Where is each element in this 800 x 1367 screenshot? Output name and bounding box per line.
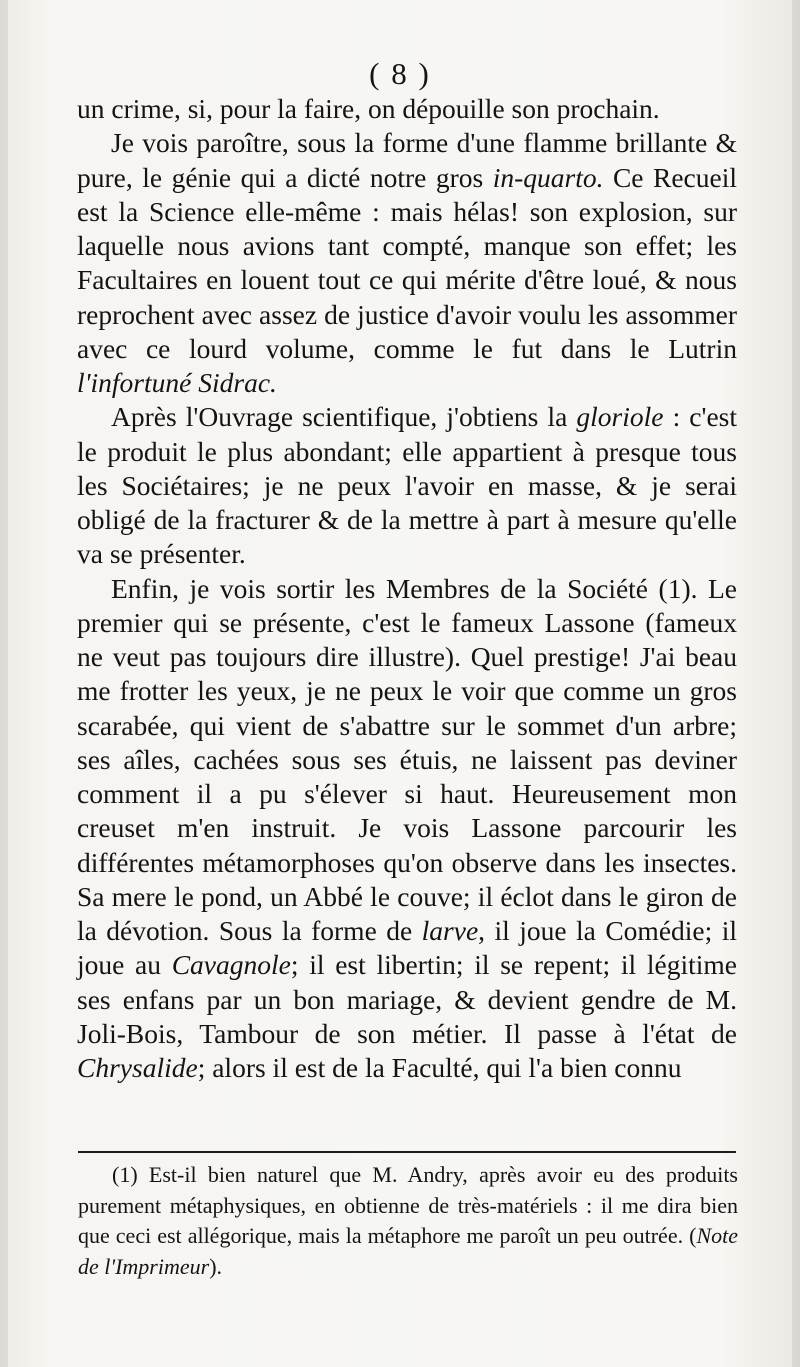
italic-text-run: Cavagnole	[171, 949, 291, 981]
page-number: ( 8 )	[369, 56, 431, 91]
footnote	[78, 1160, 738, 1282]
paragraph	[77, 126, 737, 400]
paragraph	[77, 572, 737, 1086]
paragraph	[77, 92, 737, 126]
text-run: (1) Est-il bien naturel que M. Andry, après avoir eu des produits purement métaphysiques, en obtienne de très-matériels : il me dira bien que ceci est allégorique, mais la métaphore me paroît un peu outrée. (	[78, 1162, 738, 1248]
italic-text-run: Note de l'Imprimeur	[78, 1223, 738, 1279]
text-run: un crime, si, pour la faire, on dépouille son prochain.	[77, 93, 660, 124]
right-edge-shadow	[792, 0, 800, 1367]
italic-text-run: Chrysalide	[77, 1052, 198, 1083]
italic-text-run: in-quarto.	[492, 161, 604, 193]
text-run: , il joue la Comédie; il joue au	[77, 915, 737, 981]
text-run: ; il est libertin; il se repent; il légitime ses enfans par un bon mariage, & devient gendre de M. Joli-Bois, Tambour de son métier. Il passe à l'état de	[77, 949, 737, 1049]
text-run: ).	[209, 1253, 223, 1279]
italic-text-run: gloriole	[576, 401, 664, 433]
footnote-text	[78, 1160, 738, 1282]
left-edge-shadow	[0, 0, 8, 1367]
body-text	[77, 92, 737, 1085]
text-run: Après l'Ouvrage scientifique, j'obtiens la	[111, 401, 577, 433]
italic-text-run: l'infortuné Sidrac.	[77, 367, 277, 398]
text-run: Enfin, je vois sortir les Membres de la Société (1). Le premier qui se présente, c'est le fameux Lassone (fameux ne veut pas toujours dire illustre). Quel prestige! J'ai beau me frotter les yeux, je ne peux le voir que comme un gros scarabée, qui vient de s'abattre sur le sommet d'un arbre; ses aîles, cachées sous ses étuis, ne laissent pas deviner comment il a pu s'élever si haut. Heureusement mon creuset m'en instruit. Je vois Lassone parcourir les différentes métamorphoses qu'on observe dans les insectes. Sa mere le pond, un Abbé le couve; il éclot dans le giron de la dévotion. Sous la forme de	[77, 572, 737, 946]
footnote-rule	[78, 1151, 736, 1153]
text-run: Ce Recueil est la Science elle-même : mais hélas! son explosion, sur laquelle nous avions tant compté, manque son effet; les Facultaires en louent tout ce qui mérite d'être loué, & nous reprochent avec assez de justice d'avoir voulu les assommer avec ce lourd volume, comme le fut dans le Lutrin	[77, 161, 737, 364]
paragraph	[77, 400, 737, 571]
italic-text-run: larve	[421, 915, 479, 946]
text-run: : c'est le produit le plus abondant; elle appartient à presque tous les Sociétaires; je ne peux l'avoir en masse, & je serai obligé de la fracturer & de la mettre à part à mesure qu'elle va se présenter.	[77, 401, 737, 570]
text-run: Je vois paroître, sous la forme d'une flamme brillante & pure, le génie qui a dicté notre gros	[77, 127, 737, 193]
text-run: ; alors il est de la Faculté, qui l'a bien connu	[197, 1052, 682, 1083]
